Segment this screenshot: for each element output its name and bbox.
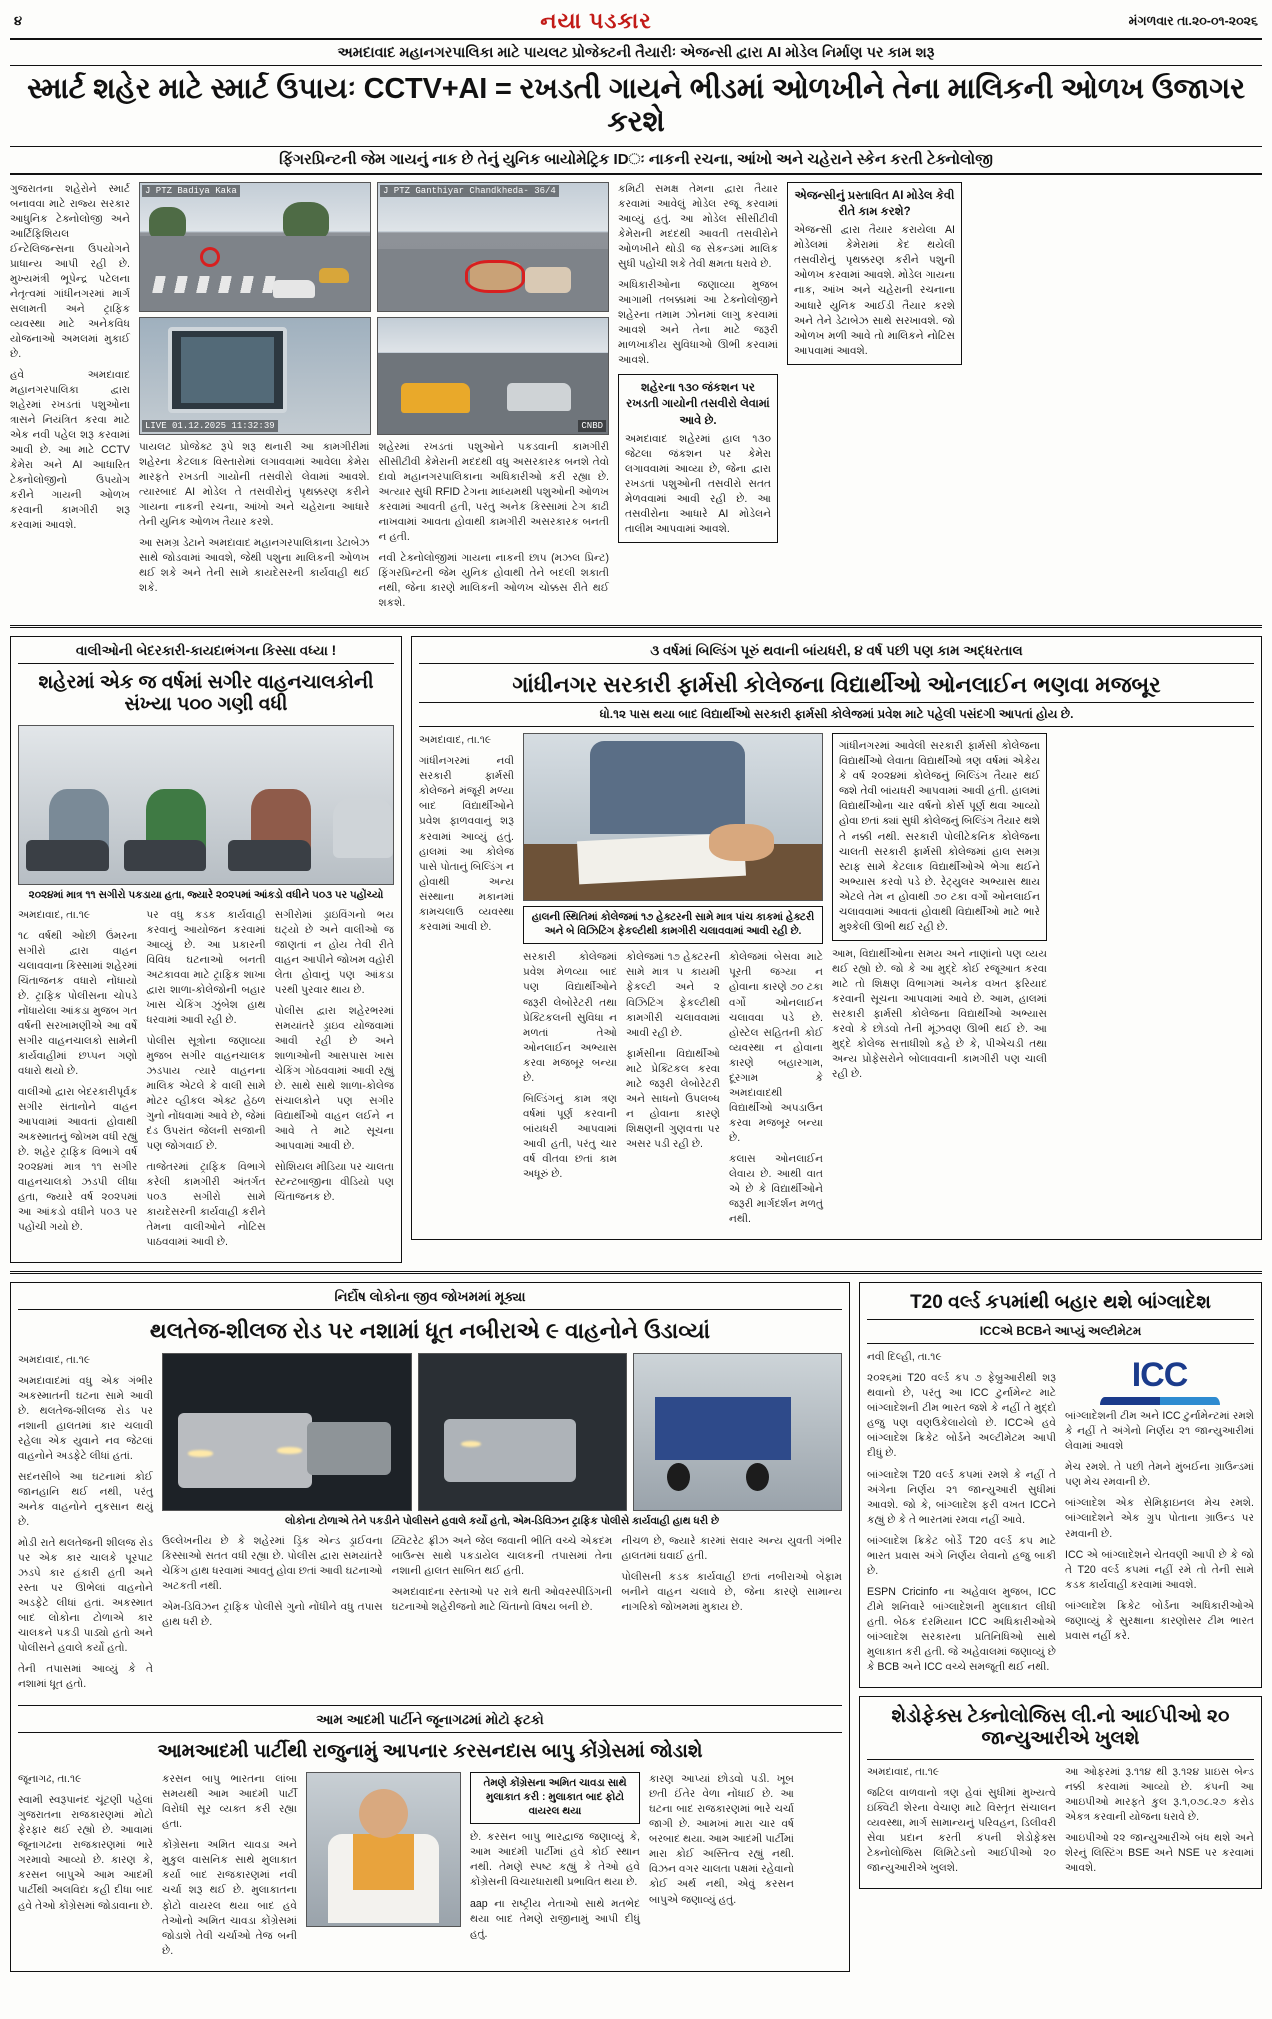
paragraph: નવી ટેક્નોલોજીમાં ગાયના નાકની છાપ (મઝલ પ્રિન્ટ) ફિંગરપ્રિન્ટની જેમ યુનિક હોવાથી તેને બદલી શકાતી નથી, જેના કારણે માલિકની ઓળખ ચોક્કસ રીતે થઈ શકશે. (378, 551, 609, 609)
page-number: ૪ (14, 13, 23, 28)
paragraph: તાજેતરમાં ટ્રાફિક વિભાગે કરેલી કામગીરી અંતર્ગત ૫૦૩ સગીરો સામે કાયદેસરની કાર્યવાહી કરીને તેમના વાલીઓને નોટિસ પાઠવવામાં આવી છે. (146, 1161, 266, 1249)
paragraph: aap ના રાષ્ટ્રીય નેતાઓ સાથે મતભેદ થયા બાદ તેમણે રાજીનામું આપી દીધું હતું. (470, 1897, 640, 1940)
paragraph: પોલીસ સૂત્રોના જણાવ્યા મુજબ સગીર વાહનચાલક ઝડપાય ત્યારે વાહનના માલિક એટલે કે વાલી સામે મોટર વ્હીકલ એક્ટ હેઠળ ગુનો નોંધવામાં આવે છે, જેમાં દંડ ઉપરાંત જેલની સજાની પણ જોગવાઈ છે. (146, 1035, 266, 1153)
paragraph: બિલ્ડિંગનું કામ ત્રણ વર્ષમાં પૂર્ણ કરવાની બાંયધરી આપવામાં આવી હતી, પરંતુ ચાર વર્ષ વીતવા છતાં કામ અધૂરું છે. (523, 1092, 617, 1180)
paragraph: અધિકારીઓના જણાવ્યા મુજબ આગામી તબક્કામાં આ ટેક્નોલોજીને શહેરના તમામ ઝોનમાં લાગુ કરવામાં આવશે અને તેના માટે જરૂરી માળખાકીય સુવિધાઓ ઊભી કરવામાં આવશે. (618, 278, 778, 367)
aap-kicker: આમ આદમી પાર્ટીને જૂનાગઢમાં મોટો ફટકો (18, 1712, 842, 1733)
paragraph: કારણ આપ્યાં છોડવો પડી. ખૂબ છતી ઈંતેર વેળા નોંધાઈ છે. આ ઘટના બાદ રાજકારણમાં ભારે ચર્ચા જાગી છે. આમખાં મારા ચાર વર્ષ બરબાદ થયા. આમ આદમી પાર્ટીમાં મારા કોઈ અસ્તિત્વ રહ્યું નથી. વિઝન વગર ચાલતા પક્ષમાં રહેવાનો કોઈ અર્થ નથી, એવું કરસન બાપુએ જણાવ્યું હતું. (649, 1773, 794, 1906)
lead-sidebox-2 (787, 182, 962, 365)
paragraph: આઇપીઓ ૨૨ જાન્યુઆરીએ બંધ થશે અને શેરનું લિસ્ટિંગ BSE અને NSE પર કરવામાં આવશે. (1065, 1831, 1254, 1874)
paragraph: અમદાવાદ, તા.૧૯ (18, 908, 91, 921)
drunk-column-1 (18, 1353, 153, 1699)
minors-photo (18, 725, 394, 885)
t20-subhead: ICCએ BCBને આપ્યું અલ્ટીમેટમ (867, 1319, 1254, 1344)
lead-column-4 (618, 182, 778, 617)
paragraph: પાયલટ પ્રોજેક્ટ રૂપે શરૂ થનારી આ કામગીરીમાં શહેરના કેટલાક વિસ્તારોમાં લગાવવામાં આવેલા કેમેરા મારફતે રખડતી ગાયોની તસવીરો લેવામાં આવશે. ત્યારબાદ AI મોડેલ તે તસવીરોનું પૃથક્કરણ કરીને ગાયના નાકની રચના, આંખો અને ચહેરાના આધારે તેની યુનિક ઓળખ તૈયાર કરશે. (139, 440, 370, 528)
pharmacy-kicker: ૩ વર્ષમાં બિલ્ડિંગ પૂરું થવાની બાંયધરી, ૪ વર્ષ પછી પણ કામ અદ્ધરતાલ (419, 643, 1254, 664)
paragraph: અમદાવાદમાં વધુ એક ગંભીર અકસ્માતની ઘટના સામે આવી છે. થલતેજ-શીલજ રોડ પર નશાની હાલતમાં કાર ચલાવી રહેલા એક યુવાને નવ જેટલાં વાહનોને અડફેટે લીધાં હતાં. (18, 1374, 153, 1462)
cctv-photo-2 (377, 182, 609, 312)
paragraph: ESPN Cricinfo ના અહેવાલ મુજબ, ICC ટીમે શનિવારે બાંગ્લાદેશની મુલાકાત લીધી હતી. બેઠક દરમિયાન ICC અધિકારીઓએ બાંગ્લાદેશ સરકારના પ્રતિનિધિઓ સાથે મુલાકાત કરી હતી. જે અહેવાલમાં જણાવ્યું છે કે BCB અને ICC વચ્ચે સમજૂતી થઈ નથી. (867, 1585, 1056, 1673)
paragraph: બાંગ્લાદેશ T20 વર્લ્ડ કપમાં રમશે કે નહીં તે અંગેના નિર્ણય ૨૧ જાન્યુઆરી સુધીમાં આવશે. જો કે, બાંગ્લાદેશ ફરી વખત ICCને કહ્યું છે કે તે ભારતમાં રમવા નહીં આવે. (867, 1468, 1056, 1526)
lead-column-2 (139, 440, 370, 617)
crash-photo-1 (162, 1353, 412, 1511)
paragraph: ઉલ્લેખનીય છે કે શહેરમાં ડ્રિંક એન્ડ ડ્રાઈવના કિસ્સાઓ સતત વધી રહ્યા છે. પોલીસ દ્વારા સમયાંતરે ચેકિંગ હાથ ધરવામાં આવતું હોવા છતાં આવી ઘટનાઓ અટકતી નથી. (162, 1534, 383, 1592)
sidebox-text: અમદાવાદ શહેરમાં હાલ ૧૩૦ જેટલા જંકશન પર કેમેરા લગાવવામાં આવ્યા છે, જેના દ્વારા રખડતાં પશુઓની તસવીરો સતત મેળવવામાં આવી રહી છે. આ તસવીરોના આધારે AI મોડેલને તાલીમ આપવામાં આવશે. (625, 433, 771, 536)
aap-headline: આમઆદમી પાર્ટીથી રાજુનામું આપનાર કરસનદાસ બાપુ કોંગ્રેસમાં જોડાશે (157, 1741, 703, 1763)
lead-kicker: અમદાવાદ મહાનગરપાલિકા માટે પાયલટ પ્રોજેક્ટની તૈયારીઃ એજન્સી દ્વારા AI મોડેલ નિર્માણ પર કામ શરૂ (10, 40, 1262, 66)
aap-caption: તેમણે કોંગ્રેસના અમિત ચાવડા સાથે મુલાકાત કરી : મુલાકાત બાદ ફોટો વાયરલ થયા (470, 1772, 640, 1824)
lead-column-3 (379, 440, 610, 617)
t20-story (859, 1282, 1262, 1687)
paragraph: વાલીઓ દ્વારા બેદરકારીપૂર્વક સગીર સંતાનોને વાહન આપવામાં આવતાં હોવાથી અકસ્માતનું જોખમ વધી રહ્યું છે. શહેર ટ્રાફિક વિભાગે વર્ષ ૨૦૨૪માં માત્ર ૧૧ સગીર વાહનચાલકો ઝડપી લીધા હતા, જ્યારે વર્ષ ૨૦૨૫માં આ આંકડો વધીને ૫૦૩ પર પહોંચી ગયો છે. (18, 1086, 138, 1234)
pharmacy-box-text (832, 733, 1047, 940)
ipo-column-1 (867, 1765, 1056, 1882)
pharmacy-photo-block (523, 733, 823, 1233)
paragraph: સ્વામી સ્વરૂપાનંદ ચૂંટણી પહેલાં ગુજરાતના રાજકારણમાં મોટો ફેરફાર થઈ રહ્યો છે. આવામાં જૂનાગઢના રાજકારણમાં ભારે ગરમાવો આવ્યો છે. કારણ કે, કરસન બાપુએ આમ આદમી પાર્ટીથી અલવિદા કહી દીધા બાદ હવે તેઓ કોંગ્રેસમાં જોડાવાના છે. (18, 1794, 153, 1912)
drunk-column-4 (392, 1534, 613, 1636)
pharmacy-subhead: ધો.૧૨ પાસ થયા બાદ વિદ્યાર્થીઓ સરકારી ફાર્મસી કોલેજમાં પ્રવેશ માટે પહેલી પસંદગી આપતાં હોય છે. (419, 702, 1254, 727)
paragraph: બાંગ્લાદેશની ટીમ અને ICC ટુર્નામેન્ટમાં રમશે કે નહીં તે અંગેનો નિર્ણય ૨૧ જાન્યુઆરીમાં લેવામાં આવશે (1065, 1410, 1254, 1453)
pharmacy-headline: ગાંધીનગર સરકારી ફાર્મસી કોલેજના વિદ્યાર્થીઓ ઓનલાઈન ભણવા મજબૂર (512, 672, 1161, 698)
paragraph: ટ્વિટરેટ ફ્રીઝ અને જેલ જવાની ભીતિ વચ્ચે એકદમ બાઉન્સ સાથે પકડાયેલ ચાલકની તપાસમાં તેના નશાની હાલત સાબિત થઈ હતી. (391, 1534, 613, 1577)
icc-swoosh-icon (1100, 1397, 1220, 1405)
paragraph: કોંગ્રેસના અમિત ચાવડા અને મુકુલ વાસનિક સાથે મુલાકાત કર્યા બાદ રાજકારણમાં નવી ચર્ચા શરૂ થઈ છે. મુલાકાતના ફોટો વાયરલ થયા બાદ હવે તેઓનો અમિત ચાવડા કોંગ્રેસમાં જોડાશે તેવી ચર્ચાઓ તેજ બની છે. (162, 1839, 297, 1957)
pharmacy-photo-caption: હાલની સ્થિતિમાં કોલેજમાં ૧૭ હેક્ટરની સામે માત્ર પાંચ કાકમાં હેક્ટરી અને બે વિઝિટિંગ ફેકલ્ટીથી કામગીરી ચલાવવામાં આવી રહી છે. (523, 906, 823, 944)
paragraph: બાંગ્લાદેશ ક્રિકેટ બોર્ડના અધિકારીઓએ જણાવ્યું કે સુરક્ષાના કારણોસર ટીમ ભારત પ્રવાસ નહીં કરે. (1065, 1599, 1254, 1642)
aap-photo-block (306, 1772, 461, 1964)
paragraph: બાંગ્લાદેશ ક્રિકેટ બોર્ડે T20 વર્લ્ડ કપ માટે ભારત પ્રવાસ અંગે નિર્ણય લેવાનો હજુ બાકી છે. (867, 1534, 1056, 1577)
paragraph: ૨૦૨૬માં T20 વર્લ્ડ કપ ૭ ફેબ્રુઆરીથી શરૂ થવાનો છે, પરંતુ આ ICC ટુર્નામેન્ટ માટે બાંગ્લાદેશની ટીમ ભારત જશે કે નહીં તે મુદ્દો હજુ પણ વણઉકેલાયેલો છે. ICCએ હવે બાંગ્લાદેશ ક્રિકેટ બોર્ડને અલ્ટીમેટમ આપી દીધું છે. (867, 1372, 1056, 1460)
paragraph: તેની તપાસમાં આવ્યું કે તે નશામાં ધૂત હતો. (18, 1663, 153, 1691)
paragraph: ગાંધીનગરમાં નવી સરકારી ફાર્મસી કોલેજને મંજૂરી મળ્યા બાદ વિદ્યાર્થીઓને પ્રવેશ ફાળવવાનું શરૂ કરવામાં આવ્યું હતું. હાલમાં આ કોલેજ પાસે પોતાનું બિલ્ડિંગ ન હોવાથી અન્ય સંસ્થાના મકાનમાં કામચલાઉ વ્યવસ્થા કરવામાં આવી છે. (419, 755, 514, 933)
ipo-story (859, 1696, 1262, 1889)
paragraph: સદનસીબે આ ઘટનામાં કોઈ જાનહાનિ થઈ નથી, પરંતુ અનેક વાહનોને નુકસાન થયું છે. (18, 1470, 153, 1529)
newspaper-logo: નયા પડકાર (540, 8, 652, 33)
t20-column-2 (1065, 1350, 1254, 1681)
minors-kicker: વાલીઓની બેદરકારી-કાયદાભંગના કિસ્સા વધ્યા ! (18, 643, 394, 664)
t20-headline: T20 વર્લ્ડ કપમાંથી બહાર થશે બાંગ્લાદેશ (910, 1292, 1211, 1314)
drunk-column-3 (162, 1534, 383, 1636)
drunk-kicker: નિર્દોષ લોકોના જીવ જોખમમાં મૂક્યા (18, 1289, 842, 1310)
paragraph: કમિટી સમક્ષ તેમના દ્વારા તૈયાર કરવામાં આવેલું મોડેલ રજૂ કરવામાં આવ્યું હતું. આ મોડેલ સીસીટીવી કેમેરાની મદદથી આવતી તસવીરોને ઓળખીને થોડી જ સેકન્ડમાં માલિક સુધી પહોંચી શકે તેવી ક્ષમતા ધરાવે છે. (618, 182, 778, 270)
paragraph: એમ-ડિવિઝન ટ્રાફિક પોલીસે ગુનો નોંધીને વધુ તપાસ હાથ ધરી છે. (162, 1600, 383, 1628)
minors-column-3 (275, 908, 394, 1257)
minors-caption: ૨૦૨૪માં માત્ર ૧૧ સગીરો પકડાયા હતા, જ્યારે ૨૦૨૫માં આંકડો વધીને ૫૦૩ પર પહોંચ્યો (28, 889, 384, 901)
lead-column-1 (10, 182, 130, 617)
icc-logo (1065, 1350, 1254, 1409)
minors-column-1 (18, 908, 137, 1257)
drunk-photo-block (162, 1353, 842, 1699)
minors-column-2 (146, 908, 265, 1257)
t20-column-1 (867, 1350, 1056, 1681)
paragraph: જૂનાગઢ, તા.૧૯ (18, 1773, 82, 1786)
paragraph: આ ઓફરમાં રૂ.૧૧૪ થી રૂ.૧૨૪ પ્રાઇસ બેન્ડ નક્કી કરવામાં આવ્યો છે. કંપની આ આઇપીઓ મારફતે કુલ રૂ.૧,૦૭૮.૨૭ કરોડ એકત્ર કરવાની યોજના ધરાવે છે. (1065, 1765, 1254, 1823)
aap-story (18, 1712, 842, 1964)
paragraph: છે. કરસન બાપુ ભારદ્વાજ જણાવ્યું કે, આમ આદમી પાર્ટીમાં હવે કોઈ સ્થાન નથી. તેમણે સ્પષ્ટ કહ્યું કે તેઓ હવે કોંગ્રેસની વિચારધારાથી પ્રભાવિત થયા છે. (470, 1831, 640, 1889)
paragraph: આ સમગ્ર ડેટાને અમદાવાદ મહાનગરપાલિકાના ડેટાબેઝ સાથે જોડવામાં આવશે, જેથી પશુના માલિકની ઓળખ થઈ શકે અને તેની સામે કાયદેસરની કાર્યવાહી થઈ શકે. (139, 536, 370, 594)
paragraph: બાંગ્લાદેશ એક સેમિફાઇનલ મેચ રમશે. બાંગ્લાદેશને એક ગ્રુપ પોતાના ગ્રાઉન્ડ પર રમવાની છે. (1065, 1497, 1254, 1540)
paragraph: પોલીસ દ્વારા શહેરભરમાં સમયાંતરે ડ્રાઇવ યોજવામાં આવી રહી છે અને શાળાઓની આસપાસ ખાસ ચેકિંગ ગોઠવવામાં આવી રહ્યું છે. સાથે સાથે શાળા-કોલેજ સંચાલકોને પણ સગીર વિદ્યાર્થીઓ વાહન લઈને ન આવે તે માટે સૂચના આપવામાં આવી છે. (274, 1004, 394, 1153)
dateline: મંગળવાર તા.૨૦-૦૧-૨૦૨૬ (1128, 13, 1258, 28)
pharmacy-column-1 (419, 733, 514, 1233)
pharmacy-column-3 (626, 950, 720, 1233)
lead-subhead: ફિંગરપ્રિન્ટની જેમ ગાયનું નાક છે તેનું યુનિક બાયોમેટ્રિક IDઃ નાકની રચના, આંખો અને ચહેરાને સ્કેન કરતી ટેક્નોલોજી (10, 146, 1262, 175)
paragraph: સગીરોમાં ડ્રાઇવિંગનો ભય ઘટ્યો છે અને વાલીઓ જ જાણતાં ન હોય તેવી રીતે વાહન આપીને જોખમ વહોરી લેતા હોવાનું પણ આંકડા પરથી પુરવાર થાય છે. (274, 908, 394, 996)
aap-column-2 (162, 1772, 297, 1964)
paragraph: અમદાવાદ, તા.૧૯ (419, 734, 492, 747)
pharmacy-photo (523, 733, 823, 901)
paragraph: મોડી રાતે થલતેજની શીલજ રોડ પર એક કાર ચાલકે પૂરપાટ ઝડપે કાર હંકારી હતી અને રસ્તા પર ઊભેલાં વાહનોને અડફેટે લીધાં હતાં. અકસ્માત બાદ લોકોના ટોળાએ કાર ચાલકને પકડી પાડ્યો હતો અને પોલીસને હવાલે કર્યો હતો. (18, 1537, 153, 1655)
crash-photo-3 (633, 1353, 842, 1511)
sidebox-text: ગાંધીનગરમાં આવેલી સરકારી ફાર્મસી કોલેજના વિદ્યાર્થીઓ લેવાતા વિદ્યાર્થીઓ ત્રણ વર્ષમાં એકેય કે વર્ષ ૨૦૨૪માં કોલેજનું બિલ્ડિંગ તૈયાર થઈ જશે તેવી બાંયધરી આપવામાં આવી હતી. હાલમાં વિદ્યાર્થીઓના ચાર વર્ષનો કોર્સ પૂર્ણ થવા આવ્યો હોવા છતાં ક્યાં સુધી કોલેજનું બિલ્ડિંગ તૈયાર થશે તે નક્કી નથી. સરકારી પોલીટેકનિક કોલેજના ચાલતી સરકારી ફાર્મસી કોલેજમાં હાલ સમગ્ર સ્ટાફ સામે કેટલાક વિદ્યાર્થીઓએ ભેગા થઈને અભ્યાસ કરવો પડે છે. રેટ્યુલર અભ્યાસ થાય એટલે તેમ ન હોવાથી ૭૦ ટકા વર્ગો ઓનલાઈન ચલાવવામાં આવતાં હોવાથી વિદ્યાર્થીઓ માટે ભારે મુશ્કેલી ઊભી થઈ રહી છે. (839, 740, 1040, 933)
minors-story (10, 636, 402, 1263)
lead-column-5 (787, 182, 962, 617)
camera-osd-timestamp: LIVE 01.12.2025 11:32:39 (142, 420, 278, 432)
right-rail (859, 1282, 1262, 1888)
sidebox-title: એજન્સીનું પ્રસ્તાવિત AI મોડેલ કેવી રીતે કામ કરશે? (794, 189, 955, 219)
paragraph: અમદાવાદ, તા.૧૯ (867, 1765, 940, 1778)
paragraph: કોલેજમાં ૧૭ હેક્ટરની સામે માત્ર ૫ કાયમી ફેકલ્ટી અને ૨ વિઝિટિંગ ફેકલ્ટીથી કામગીરી ચલાવવામાં આવી રહી છે. (626, 951, 720, 1039)
pharmacy-column-4 (729, 950, 823, 1233)
sidebox-text: એજન્સી દ્વારા તૈયાર કરાયેલા AI મોડેલમાં કેમેરામાં કેદ થયેલી તસવીરોનું પૃથક્કરણ કરીને પશુની ઓળખ કરવામાં આવશે. મોડેલ ગાયના નાક, આંખ અને ચહેરાની રચનાના આધારે યુનિક આઈડી તૈયાર કરશે અને તેને ડેટાબેઝ સાથે સરખાવશે. જો ઓળખ મળી આવે તો માલિકને નોટિસ આપવામાં આવશે. (794, 224, 955, 357)
aap-column-1 (18, 1772, 153, 1964)
pharmacy-story (411, 636, 1262, 1240)
paragraph: હવે અમદાવાદ મહાનગરપાલિકા દ્વારા શહેરમાં રખડતાં પશુઓના ત્રાસને નિયંત્રિત કરવા માટે એક નવી પહેલ શરૂ કરવામાં આવી છે. આ માટે CCTV કેમેરા અને AI આધારિત ટેક્નોલોજીનો ઉપયોગ કરીને ગાયની ઓળખ કરવાની કામગીરી શરૂ કરવામાં આવશે. (10, 369, 130, 532)
lead-photo-block (139, 182, 609, 617)
paragraph: પર વધુ કડક કાર્યવાહી કરવાનું આયોજન કરવામાં આવ્યું છે. આ પ્રકારની વિવિધ ઘટનાઓ બનતી અટકાવવા માટે ટ્રાફિક શાખા દ્વારા શાળા-કોલેજોની બહાર ખાસ ચેકિંગ ઝુંબેશ હાથ ધરવામાં આવી રહી છે. (146, 908, 266, 1026)
cctv-photo-1 (139, 182, 371, 312)
paragraph: ફાર્મસીના વિદ્યાર્થીઓ માટે પ્રેક્ટિકલ કરવા માટે જરૂરી લેબોરેટરી અને સાધનો ઉપલબ્ધ ન હોવાના કારણે શિક્ષણની ગુણવત્તા પર અસર પડી રહી છે. (626, 1047, 720, 1150)
paragraph: કોલેજમાં બેસવા માટે પૂરતી જગ્યા ન હોવાના કારણે ૭૦ ટકા વર્ગો ઓનલાઈન ચલાવવા પડે છે. હોસ્ટેલ સહિતની કોઈ વ્યવસ્થા ન હોવાના કારણે બહારગામ, દૂરગામ કે અમદાવાદથી વિદ્યાર્થીઓ અપડાઉન કરવા મજબૂર બન્યા છે. (729, 951, 823, 1144)
aap-column-4 (649, 1772, 794, 1964)
drunk-caption: લોકોના ટોળાએ તેને પકડીને પોલીસને હવાલે કર્યો હતો, એમ-ડિવિઝન ટ્રાફિક પોલીસે કાર્યવાહી હાથ ધરી છે (284, 1515, 719, 1527)
paragraph: આમ, વિદ્યાર્થીઓના સમય અને નાણાંનો પણ વ્યય થઈ રહ્યો છે. જો કે આ મુદ્દે કોઈ રજૂઆત કરવા માટે તો શિક્ષણ વિભાગમાં અનેક વખત ફરિયાદ કરવાની સૂચના આપવામાં આવે છે. આમ, હાલમાં સરકારી ફાર્મસી કોલેજના વિદ્યાર્થીઓ અભ્યાસ કરવો કે છોડવો તેની મૂંઝવણ ઊભી થઈ છે. આ મુદ્દે કોલેજ સત્તાધીશો કહે છે કે, પીએચડી તથા અન્ય પ્રોફેસરોને બોલાવવાની કામગીરી પણ ચાલી રહી છે. (832, 947, 1047, 1080)
lead-headline: સ્માર્ટ શહેર માટે સ્માર્ટ ઉપાયઃ CCTV+AI = રખડતી ગાયને ભીડમાં ઓળખીને તેના માલિકની ઓળખ ઉજાગર કરશે (27, 73, 1245, 139)
paragraph: શહેરમાં રખડતાં પશુઓને પકડવાની કામગીરી સીસીટીવી કેમેરાની મદદથી વધુ અસરકારક બનશે તેવો દાવો મહાનગરપાલિકાના અધિકારીઓ કરી રહ્યા છે. અત્યાર સુધી RFID ટેગના માધ્યમથી પશુઓની ઓળખ કરવામાં આવતી હતી, પરંતુ અનેક કિસ્સામાં ટેગ કાઢી નાખવામાં આવતા હોવાથી કામગીરી અસરકારક બનતી ન હતી. (378, 440, 609, 543)
paragraph: સોશિયલ મીડિયા પર ચાલતા સ્ટન્ટબાજીના વીડિયો પણ ચિંતાજનક છે. (274, 1161, 394, 1204)
paragraph: કલાસ ઓનલાઈન લેવાય છે. આથી વાત એ છે કે વિદ્યાર્થીઓને જરૂરી માર્ગદર્શન મળતું નથી. (729, 1152, 823, 1225)
camera-osd-label: J PTZ Ganthiyar Chandkheda- 36/4 (380, 185, 559, 197)
paragraph: નીચળ છે, જ્યારે કારમાં સવાર અન્ય યુવતી ગંભીર હાલતમાં ઘવાઈ હતી. (621, 1534, 843, 1562)
crash-photo-2 (418, 1353, 627, 1511)
pharmacy-sidebox (832, 733, 1047, 1233)
traffic-photo (377, 317, 609, 435)
masthead (10, 6, 1262, 40)
sidebox-title: શહેરના ૧૩૦ જંકશન પર રખડતી ગાયોની તસવીરો લેવામાં આવે છે. (626, 382, 770, 427)
kiosk-photo (139, 317, 371, 435)
paragraph: પોલીસની કડક કાર્યવાહી છતાં નબીરાઓ બેફામ બનીને વાહન ચલાવે છે, જેના કારણે સામાન્ય નાગરિકો જોખમમાં મુકાય છે. (621, 1570, 843, 1613)
paragraph: સરકારી કોલેજમાં પ્રવેશ મેળવ્યા બાદ પણ વિદ્યાર્થીઓને જરૂરી લેબોરેટરી તથા પ્રેક્ટિકલની સુવિધા ન મળતાં તેઓ ઓનલાઈન અભ્યાસ કરવા મજબૂર બન્યા છે. (523, 951, 617, 1084)
camera-osd-watermark: CNBD (578, 420, 606, 432)
paragraph: અમદાવાદ, તા.૧૯ (18, 1353, 91, 1366)
paragraph: મેચ રમશે. તે પછી તેમને મુંબઈના ગ્રાઉન્ડમાં પણ મેચ રમવાની છે. (1065, 1461, 1254, 1489)
pharmacy-column-2 (523, 950, 617, 1233)
ipo-headline: શેડોફેક્સ ટેક્નોલોજિસ લી.નો આઈપીઓ ૨૦ જાન્યુઆરીએ ખુલશે (891, 1705, 1230, 1749)
paragraph: ગુજરાતના શહેરોને સ્માર્ટ બનાવવા માટે રાજ્ય સરકાર આધુનિક ટેક્નોલોજી અને આર્ટિફિશિયલ ઈન્ટેલિજન્સના ઉપયોગને પ્રાધાન્ય આપી રહી છે. મુખ્યમંત્રી ભૂપેન્દ્ર પટેલના નેતૃત્વમાં ગાંધીનગરમાં માર્ગ સલામતી અને ટ્રાફિક વ્યવસ્થા માટે અનેકવિધ યોજનાઓ અમલમાં મુકાઈ છે. (10, 182, 130, 361)
aap-column-3 (470, 1772, 640, 1964)
drunk-driving-story (10, 1282, 850, 1971)
paragraph: કરસન બાપુ ભારતના લાંબા સમયથી આમ આદમી પાર્ટી વિરોધી સૂર વ્યક્ત કરી રહ્યા હતા. (162, 1773, 297, 1831)
icc-wordmark: ICC (1131, 1356, 1188, 1395)
paragraph: નવી દિલ્હી, તા.૧૯ (867, 1351, 942, 1364)
ipo-column-2 (1065, 1765, 1254, 1882)
paragraph: ICC એ બાંગ્લાદેશને ચેતવણી આપી છે કે જો તે T20 વર્લ્ડ કપમાં નહીં રમે તો તેની સામે કડક કાર્યવાહી કરવામાં આવશે. (1065, 1548, 1254, 1591)
drunk-column-5 (621, 1534, 842, 1636)
aap-portrait-photo (306, 1772, 461, 1927)
paragraph: અમદાવાદના રસ્તાઓ પર રાત્રે થતી ઓવરસ્પીડિંગની ઘટનાઓ શહેરીજનો માટે ચિંતાનો વિષય બની છે. (391, 1585, 613, 1613)
paragraph: જટિલ વાળવાનો ત્રણ હેવાં સુધીમાં મુખ્યત્વે ઇક્વિટી શેરના વેચાણ માટે વિસ્તૃત સંચાલન વ્યવસ્થા, માર્ગ સામાન્યનું પરિવહન, ડિલીવરી સેવા પ્રદાન કરતી કંપની શેડોફેક્સ ટેક્નોલોજિસ લિમિટેડનો આઈપીઓ ૨૦ જાન્યુઆરીએ ખુલશે. (867, 1786, 1056, 1874)
paragraph: ૧૮ વર્ષથી ઓછી ઉંમરના સગીરો દ્વારા વાહન ચલાવવાના કિસ્સામાં શહેરમાં ચિંતાજનક વધારો નોંધાયો છે. ટ્રાફિક પોલીસના ચોપડે નોંધાયેલા આંકડા મુજબ ગત વર્ષની સરખામણીએ આ વર્ષે સગીર વાહનચાલકો સામેની કાર્યવાહીમાં છપ્પન ગણો વધારો થયો છે. (18, 929, 138, 1078)
lead-story (10, 40, 1262, 617)
camera-osd-label: J PTZ Badiya Kaka (142, 185, 240, 197)
minors-headline: શહેરમાં એક જ વર્ષમાં સગીર વાહનચાલકોની સંખ્યા ૫૦૦ ગણી વધી (38, 672, 374, 715)
drunk-headline: થલતેજ-શીલજ રોડ પર નશામાં ધૂત નબીરાએ ૯ વાહનોને ઉડાવ્યાં (149, 1318, 711, 1344)
lead-sidebox-1 (618, 374, 778, 543)
